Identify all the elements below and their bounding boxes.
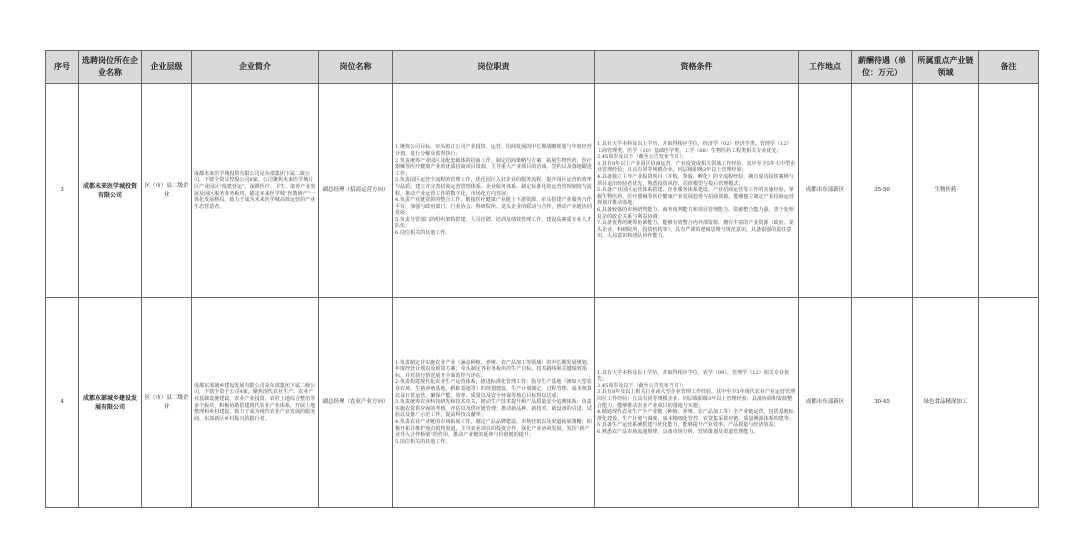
company-name: 成都东部城乡建设发展有限公司 <box>79 298 142 508</box>
remark <box>979 298 1039 508</box>
duty-item: 6.岗位相关的其他工作。 <box>395 230 451 237</box>
header-no: 序号 <box>46 51 79 84</box>
work-location: 成都市东部新区 <box>799 298 852 508</box>
duty-item: 3.负责统筹农业科技研发和技术攻关，推动生产技术提升和产品质量安全追溯体系；负责实施农资供应商的考核、评估以及供应链管理；推动新品种、新技术、新设备的引进、试验以及推广示范工作，提高科技贡献率； <box>395 399 592 419</box>
industry-chain: 绿色食品精深加工 <box>913 298 979 508</box>
position-duties <box>393 84 595 298</box>
header-intro: 企业简介 <box>192 51 319 84</box>
duty-item: 5.岗位相关的其他工作。 <box>395 438 451 445</box>
company-name: 成都未来医学城投资有限公司 <box>79 84 142 298</box>
header-chain: 所属重点产业链领域 <box>913 51 979 84</box>
requirement-item: 1.具有大学本科及以上学历，并取得相应学位，经济学（02）经济学类、管理学（12）工商管理类、医学（10）基础医学类、工学（08）生物医药工程类相关专业优先； <box>597 141 792 154</box>
requirement-item: 4.精通现代农业生产全产业链（种植、养殖、农产品加工等）全产业链运营，包括基地标准化建设、生产计划与调度、成本精细化管控、农资集采供应链、质量溯源体系构建等； <box>597 409 794 422</box>
company-intro: 成都未来医学城投资有限公司是东部集团下属二级公司，下辖全资及控股公司8家。公司聚焦未来医学城片区产业园区“投建营运”，深耕医疗、卫生、康养产业发展及园区服务业务板块，锚定未来医学城“医教研产”一体化发展格局，致力于成为未来医学城高效运营的产业生态营造者。 <box>192 84 319 298</box>
position-duties <box>393 298 595 508</box>
header-remark: 备注 <box>979 51 1039 84</box>
salary: 30-45 <box>852 298 913 508</box>
requirement-item: 5.具备生产运营系统搭建与优化能力，能够提升产业效率、产品质量与经济效益； <box>597 422 779 429</box>
header-position: 岗位名称 <box>319 51 393 84</box>
position-name: 副总经理（农业产业方向） <box>319 298 393 508</box>
header-salary: 薪酬待遇（单位：万元） <box>852 51 913 84</box>
company-level: 区（市）县二级企业 <box>142 84 192 298</box>
requirement-item: 7.具备优秀的统筹协调能力，能够有效整合内外部资源，拥有丰富的产业资源（政府、龙头企业、科研院所、投资机构等），具有严谨的逻辑思维与规范意识，具备很强的责任意识、大局意识和团队协作能力。 <box>597 220 794 240</box>
duty-item: 2.负责统筹产业园区及配套载体的招商工作，制定招商策略与方案，拓展生物医药、医疗器械等医疗健康产业的优质招商项目资源，主导重大产业项目的洽谈、签约以及落地跟进工作； <box>395 157 592 177</box>
duty-item: 3.负责园区运营全流程的管理工作，优化园区入驻企业的服务流程，提升园区运营的效率与品质；建立并完善招商运营管理体系、企业服务体系，制定标准化的运营管理制度与流程，推动产业运营工作的数字化、市场化方向发展； <box>395 177 592 197</box>
work-location: 成都市东部新区 <box>799 84 852 298</box>
header-level: 企业层级 <box>142 51 192 84</box>
company-intro: 成都东部城乡建设发展有限公司是东部集团下属二级公司，下辖全资子公司4家。聚焦现代农业生产、农业产业基础设施建设、农业产业投资、农村土地综合整治等多个板块，积极协助搭建现代农业产业体系，开展土地整理和乡村建设，致力于成为现代农业产业发展的服务商、东部新区乡村振兴的践行者。 <box>192 298 319 508</box>
remark <box>979 84 1039 298</box>
position-requirements <box>595 84 799 298</box>
row-number: 4 <box>46 298 79 508</box>
table-row <box>46 84 1039 298</box>
duty-item: 4.负责农业产业链的市场拓展工作，制定产品品牌建设、市场营销以及渠道拓展策略；积极开拓并维护现有销售渠道，主导农业项目的投资合作，深化产业协同发展，发挥“新产业导入合作桥梁”的作用，推动产业链的延伸与价值链的提升； <box>395 418 592 439</box>
duty-item: 1.负责制定并实施农业产业（涵盖种植、养殖、农产品加工等领域）的中长期发展规划、年度经营计划以及预算方案；牵头制定各业务板块的生产目标、技术路线和关键绩效指标，并对执行情况展开全面监控与评估； <box>395 359 592 379</box>
header-company: 选聘岗位所在企业名称 <box>79 51 142 84</box>
requirement-item: 6.熟悉农产品市场流通规律，具备市场分析、营销策划及渠道管理能力。 <box>597 428 759 435</box>
header-duties: 岗位职责 <box>393 51 595 84</box>
duty-item: 5.负责分管部门的组织架构搭建、人员招聘、培训及绩效管理工作，建设高素质专业人才队伍； <box>395 216 592 230</box>
requirement-item: 3.具有8年以上产业园区招商运营、产业投资或相关领域工作经验，其中至少5年大中型企业管理经验；且具有同等规模企业、同层级职级3年以上管理经验； <box>597 160 796 174</box>
header-location: 工作地点 <box>799 51 852 84</box>
industry-chain: 生物医药 <box>913 84 979 298</box>
duty-item: 2.负责构建现代化农业生产运营体系，推进标准化管理工作：指导生产基地（例如大型农业农场、生猪养殖基地、稻虾基地等）的规划建设、生产计划制定、过程管理、成本核算以及日常运营；确保产能、效率、质量以及安全环保等核心目标得以达成； <box>395 379 592 399</box>
header-requirements: 资格条件 <box>595 51 799 84</box>
company-level: 区（市）县二级企业 <box>142 298 192 508</box>
requirement-item: 4.具备独立主导产业投资项目（并购、参股、孵化）的全流程经验，拥有成功投资案例与项目退出经验者优先，熟悉投资风控、估值模型与投后管理模式； <box>597 174 794 187</box>
requirement-item: 6.具备较强的市场研判能力、商务谈判能力和项目管理能力，资源整合能力强，善于处理复杂的政企关系与利益协调； <box>597 206 794 220</box>
requirement-item: 1.具有大学本科及以上学历，并取得相应学位，农学（09）、管理学（12）相关专业优先； <box>597 369 790 383</box>
recruitment-table <box>45 50 1039 508</box>
duty-item: 1.统筹公司目标，牵头拟订公司产业投资、运营、招商发展的中长期战略规划与年度经营计划，进行分解及监督执行； <box>395 144 592 157</box>
position-name: 副总经理（招商运营方向） <box>319 84 393 298</box>
salary: 35-50 <box>852 84 913 298</box>
requirement-item: 3.具有8年及以上相关行业或大型企业管理工作经验，其中至少5年现代农业产业运营管理岗位工作经验；且具有同等规模企业、同层级职级3年以上管理经验；具备协调和资源整合能力，能够推动农业产业项目的落地与实施； <box>597 389 796 409</box>
requirement-item: 2.45周岁及以下（截至公告发布当日）； <box>597 382 687 389</box>
requirement-item: 5.具备产业园区运营体系搭建、企业服务体系建设、产业招商运营等工作的实施经验，掌握生物医药、医疗器械等医疗健康产业发展趋势与招商资源，能够独立制定产业招商运营规划并推动落地； <box>597 187 794 207</box>
position-requirements <box>595 298 799 508</box>
duty-item: 4.负责产业链资源的整合工作，链接医疗健康产业链上下游资源，牵头搭建产业服务合作平台，加强与政府部门、行业协会、科研院所、龙头企业的联动与合作，推动产业链协同发展； <box>395 197 592 217</box>
row-number: 3 <box>46 84 79 298</box>
table-row <box>46 298 1039 508</box>
requirement-item: 2.45周岁及以下（截至公告发布当日）； <box>597 154 687 161</box>
table-header <box>46 51 1039 84</box>
